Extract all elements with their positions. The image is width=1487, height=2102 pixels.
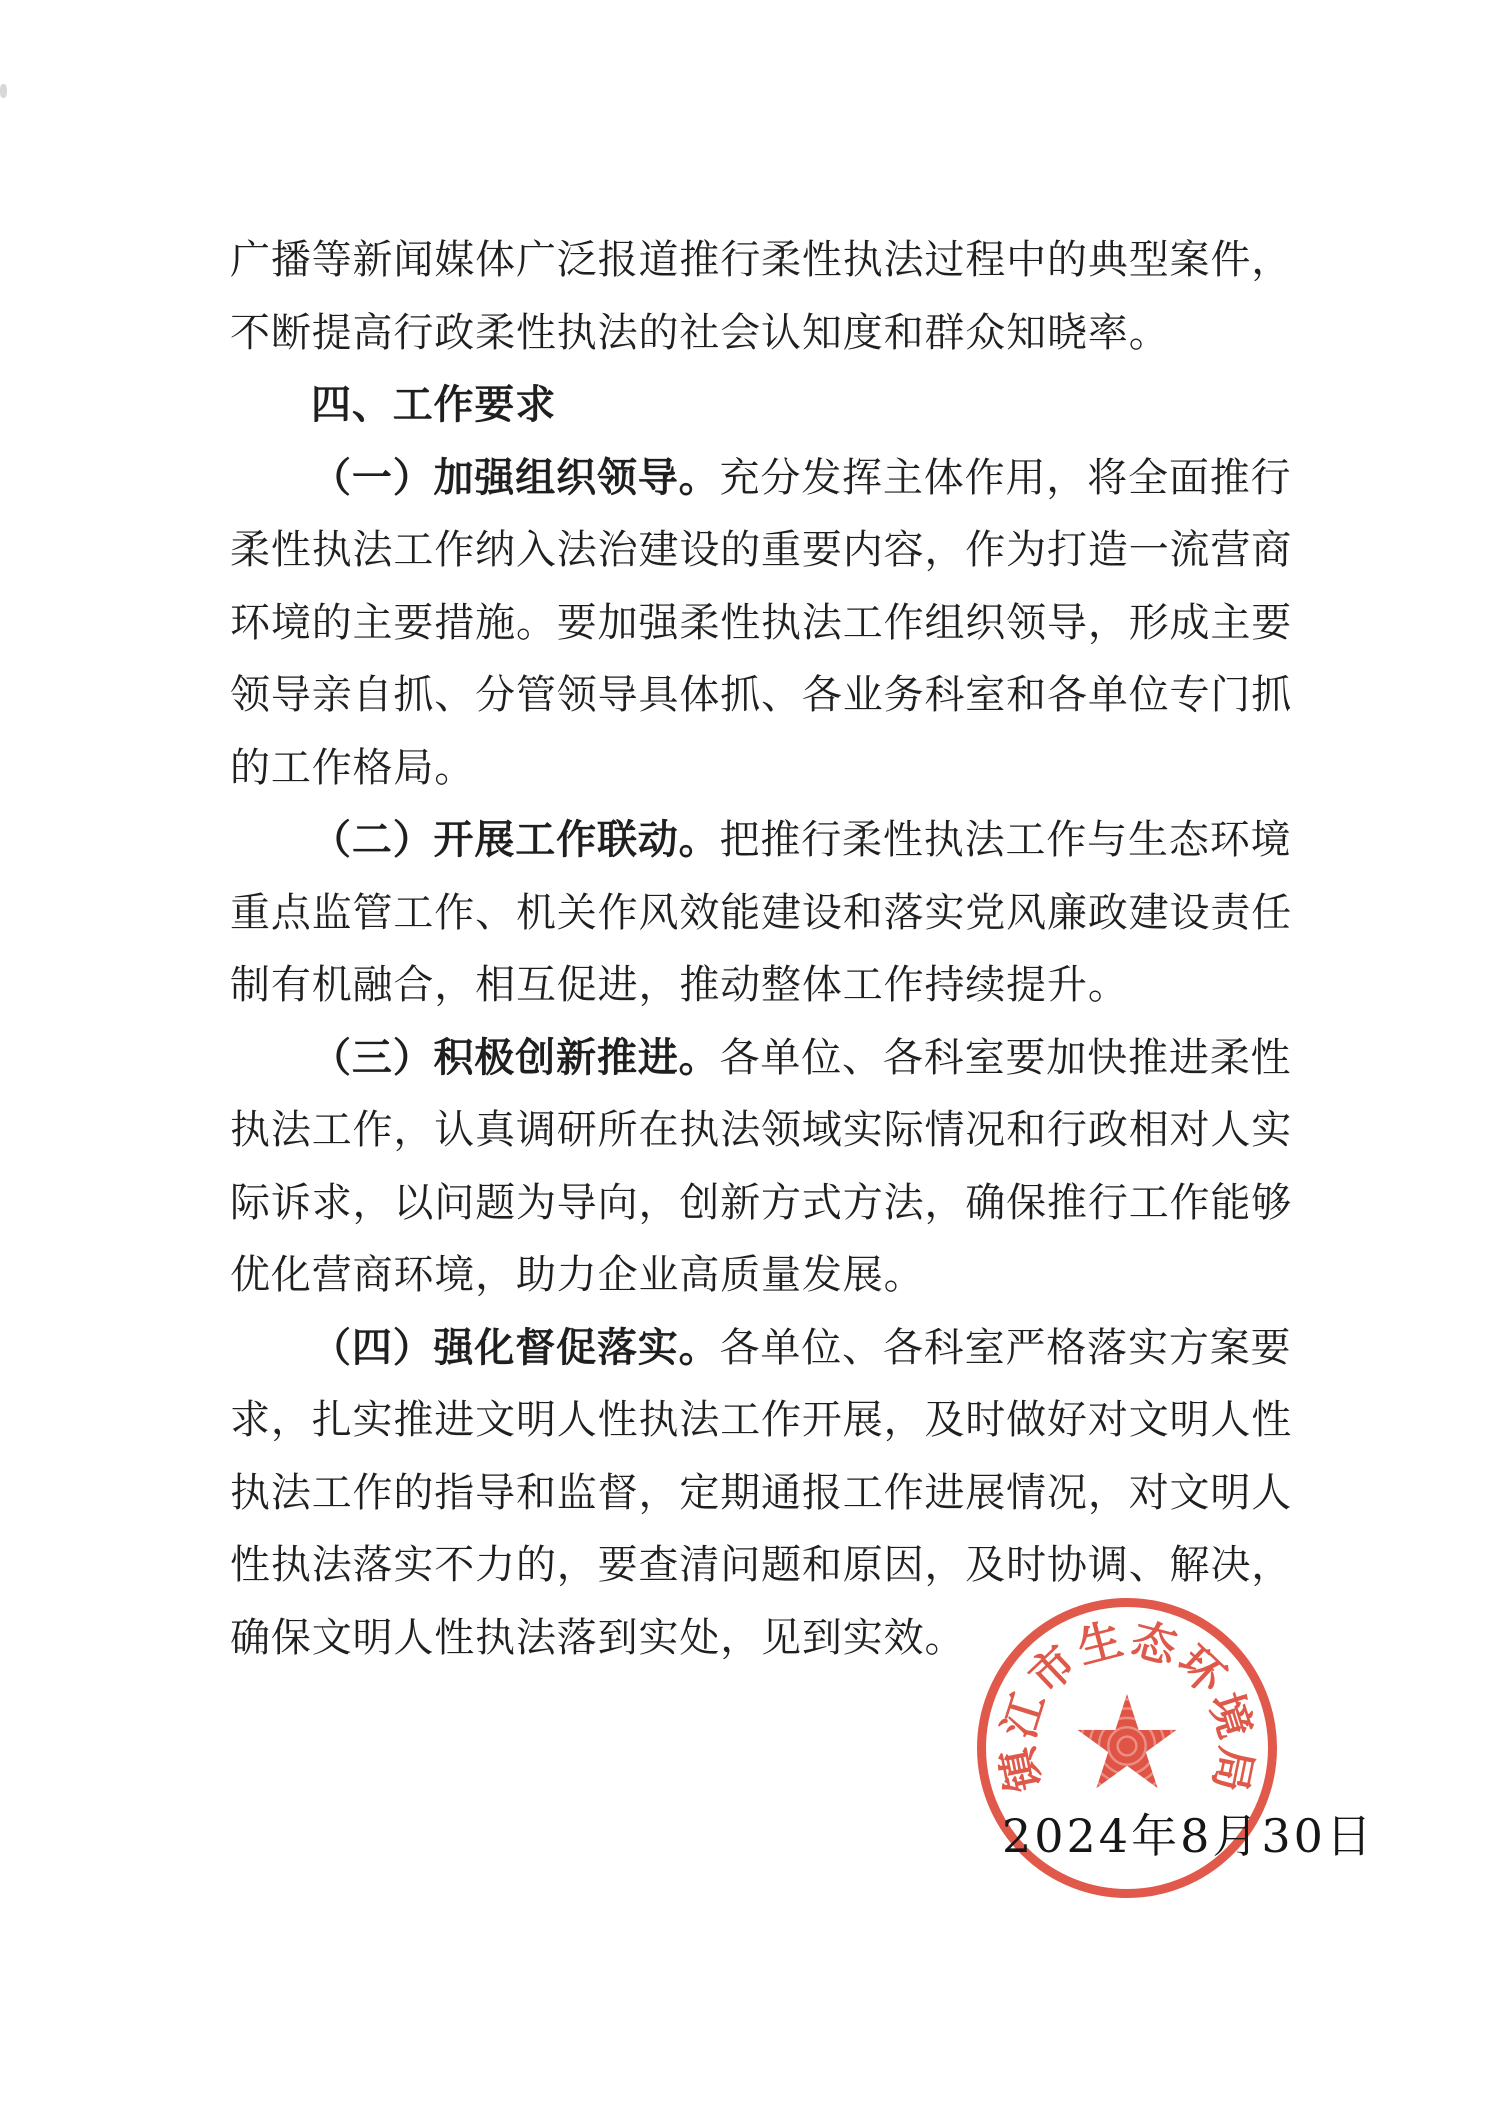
red-star-icon: [1075, 1694, 1179, 1798]
text-segment: 执法工作，认真调研所在执法领域实际情况和行政相对人实: [230, 1107, 1293, 1153]
text-line: [230, 514, 1294, 587]
text-line: [230, 442, 1294, 515]
text-segment: 重点监管工作、机关作风效能建设和落实党风廉政建设责任: [230, 889, 1293, 936]
text-segment: 确保文明人性执法落到实处，见到实效。: [230, 1614, 966, 1661]
text-segment: 领导亲自抓、分管领导具体抓、各业务科室和各单位专门抓: [230, 672, 1293, 718]
seal-character: 江: [993, 1687, 1056, 1745]
seal-character: 局: [1202, 1742, 1262, 1797]
text-line: [230, 949, 1294, 1022]
date-text: 2024年8月30日: [1002, 1809, 1375, 1863]
text-line: [230, 1094, 1294, 1167]
text-line: [230, 1384, 1294, 1457]
text-segment: 各单位、各科室要加快推进柔性: [719, 1034, 1292, 1081]
text-line: [230, 1022, 1294, 1095]
text-segment: 环境的主要措施。要加强柔性执法工作组织领导，形成主要: [230, 599, 1293, 646]
text-line: [230, 1167, 1294, 1240]
text-line: [230, 369, 1294, 442]
bold-text-segment: 四、工作要求: [311, 381, 557, 428]
bold-text-segment: （一）加强组织领导。: [311, 453, 720, 501]
seal-character: 境: [1198, 1687, 1261, 1745]
text-line: [230, 1529, 1294, 1602]
text-line: [230, 877, 1294, 950]
text-segment: 际诉求，以问题为导向，创新方式方法，确保推行工作能够: [230, 1179, 1293, 1226]
text-line: [230, 1312, 1294, 1385]
text-line: [230, 297, 1294, 370]
seal-character: 市: [1019, 1636, 1087, 1704]
seal-character: 生: [1072, 1613, 1128, 1675]
text-line: [230, 804, 1294, 877]
text-segment: 性执法落实不力的，要查清问题和原因，及时协调、解决，: [230, 1542, 1293, 1588]
bold-text-segment: （二）开展工作联动。: [311, 816, 720, 863]
text-segment: 不断提高行政柔性执法的社会认知度和群众知晓率。: [230, 309, 1170, 356]
text-segment: 充分发挥主体作用，将全面推行: [719, 454, 1292, 501]
text-segment: 的工作格局。: [230, 744, 476, 791]
seal-character: 环: [1167, 1636, 1235, 1704]
document-body-text: [230, 224, 1294, 1674]
text-line: [230, 659, 1294, 732]
seal-character: 态: [1126, 1613, 1182, 1675]
text-line: [230, 1239, 1294, 1312]
seal-character: 镇: [992, 1742, 1052, 1797]
text-segment: 制有机融合，相互促进，推动整体工作持续提升。: [230, 962, 1129, 1008]
text-line: [230, 1457, 1294, 1530]
text-segment: 求，扎实推进文明人性执法工作开展，及时做好对文明人性: [230, 1397, 1293, 1443]
text-line: [230, 224, 1294, 297]
bold-text-segment: （四）强化督促落实。: [311, 1323, 720, 1371]
text-line: [230, 732, 1294, 805]
text-segment: 把推行柔性执法工作与生态环境: [719, 817, 1292, 863]
scan-artifact: [0, 84, 7, 98]
text-segment: 各单位、各科室严格落实方案要: [719, 1324, 1292, 1371]
text-segment: 优化营商环境，助力企业高质量发展。: [230, 1252, 925, 1298]
text-line: [230, 587, 1294, 660]
bold-text-segment: （三）积极创新推进。: [311, 1033, 720, 1081]
text-segment: 执法工作的指导和监督，定期通报工作进展情况，对文明人: [230, 1469, 1293, 1516]
text-segment: 广播等新闻媒体广泛报道推行柔性执法过程中的典型案件，: [230, 237, 1293, 283]
text-segment: 柔性执法工作纳入法治建设的重要内容，作为打造一流营商: [230, 527, 1293, 573]
